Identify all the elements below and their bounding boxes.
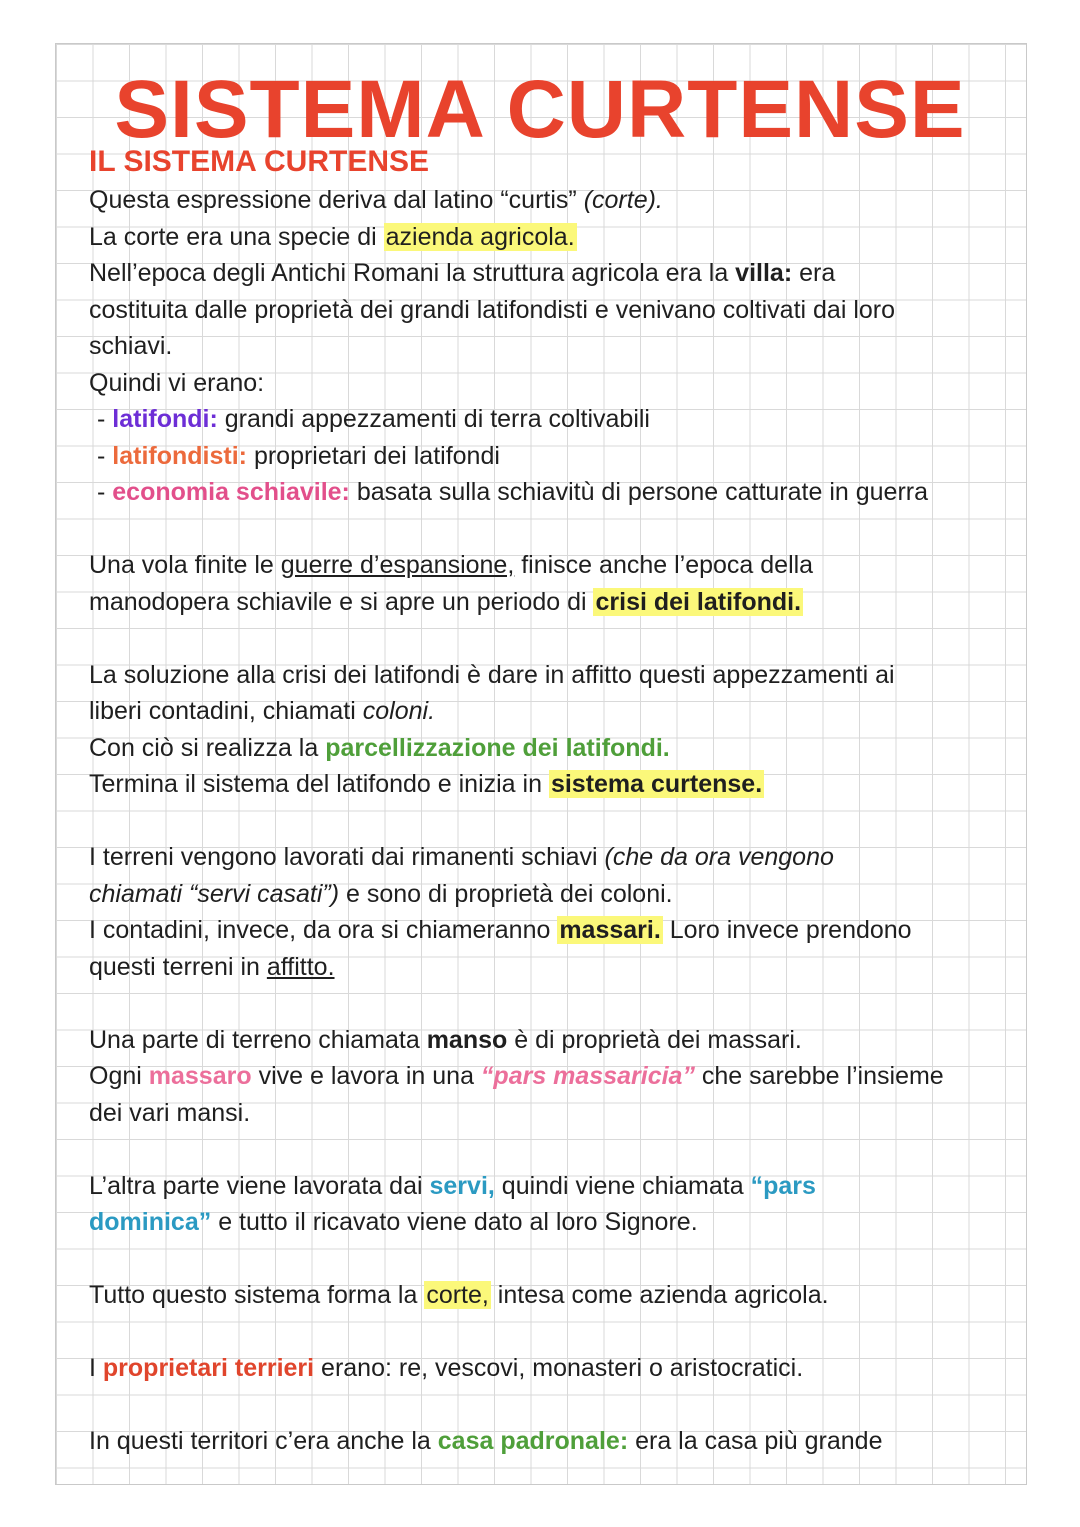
italic-span: (che da ora vengono: [604, 843, 834, 871]
text-span: I terreni vengono lavorati dai rimanenti schiavi: [89, 843, 605, 871]
text-line: schiavi.: [89, 332, 173, 360]
text-span: grandi appezzamenti di terra coltivabili: [217, 405, 650, 433]
text-span: Nell’epoca degli Antichi Romani la struttura agricola era la: [89, 259, 736, 287]
blue-term: “pars: [750, 1171, 816, 1200]
italic-span: (corte).: [583, 186, 663, 214]
text-line: La soluzione alla crisi dei latifondi è dare in affitto questi appezzamenti ai: [89, 660, 895, 689]
text-span: Una parte di terreno chiamata: [89, 1025, 427, 1054]
dash: -: [97, 441, 113, 470]
blue-term: servi,: [429, 1171, 495, 1200]
text-line: [89, 255, 999, 292]
text-span: La corte era una specie di: [89, 222, 384, 251]
text-span: I: [89, 1354, 103, 1382]
red-term: proprietari terrieri: [102, 1354, 315, 1382]
term-latifondisti: latifondisti:: [112, 441, 247, 470]
text-line: [89, 1058, 999, 1095]
text-line: [89, 1350, 999, 1387]
text-span: questi terreni in: [89, 952, 267, 981]
dash: -: [97, 405, 113, 433]
highlight-span: sistema curtense.: [550, 770, 763, 798]
text-span: basata sulla schiavitù di persone catturate in guerra: [349, 478, 929, 506]
bold-span: manso: [426, 1025, 508, 1054]
text-line: [89, 547, 999, 584]
text-line: [89, 912, 999, 949]
text-line: [89, 693, 999, 730]
highlight-span: corte,: [426, 1281, 489, 1309]
text-span: Tutto questo sistema forma la: [89, 1281, 425, 1309]
text-span: intesa come azienda agricola.: [490, 1281, 829, 1309]
term-economia-schiavile: economia schiavile:: [112, 478, 350, 506]
text-line: [89, 182, 999, 219]
highlight-span: massari.: [559, 916, 661, 944]
blue-term: dominica”: [89, 1208, 212, 1236]
text-line: [89, 839, 999, 876]
text-line: [89, 766, 999, 803]
text-span: finisce anche l’epoca della: [514, 551, 814, 579]
text-line: [89, 949, 999, 986]
pink-italic-term: “pars massaricia”: [480, 1062, 695, 1090]
text-span: Con ciò si realizza la: [89, 733, 326, 762]
green-term: casa padronale:: [437, 1427, 629, 1455]
text-span: che sarebbe l’insieme: [694, 1062, 944, 1090]
text-line: dei vari mansi.: [89, 1098, 251, 1127]
term-latifondi: latifondi:: [112, 405, 218, 433]
text-span: proprietari dei latifondi: [247, 441, 500, 470]
text-line: [89, 1168, 999, 1205]
text-span: In questi territori c’era anche la: [89, 1427, 438, 1455]
text-span: Loro invece prendono: [662, 916, 912, 944]
text-line: [89, 730, 999, 767]
text-span: Una vola finite le: [89, 551, 281, 579]
list-item: [89, 438, 999, 475]
text-span: Questa espressione deriva dal latino “curtis”: [89, 186, 584, 214]
text-span: manodopera schiavile e si apre un periodo di: [89, 587, 594, 616]
text-span: I contadini, invece, da ora si chiameranno: [89, 916, 558, 944]
text-span: L’altra parte viene lavorata dai: [89, 1171, 430, 1200]
underline-span: affitto.: [266, 952, 335, 981]
text-line: Quindi vi erano:: [89, 368, 265, 397]
italic-span: chiamati “servi casati”): [89, 879, 340, 908]
green-term: parcellizzazione dei latifondi.: [325, 733, 670, 762]
text-span: era: [792, 259, 836, 287]
italic-span: coloni.: [362, 697, 436, 725]
list-item: [89, 401, 999, 438]
text-span: è di proprietà dei massari.: [507, 1025, 802, 1054]
text-line: costituita dalle proprietà dei grandi latifondisti e venivano coltivati dai loro: [89, 295, 896, 324]
highlight-span: crisi dei latifondi.: [595, 587, 802, 616]
text-span: e tutto il ricavato viene dato al loro Signore.: [211, 1208, 698, 1236]
text-line: [89, 1277, 999, 1314]
text-line: [89, 1423, 999, 1460]
text-span: Ogni: [89, 1062, 149, 1090]
text-line: [89, 1204, 999, 1241]
text-span: era la casa più grande: [628, 1427, 883, 1455]
text-span: liberi contadini, chiamati: [89, 697, 363, 725]
page-title: SISTEMA CURTENSE: [114, 64, 966, 155]
text-span: vive e lavora in una: [251, 1062, 481, 1090]
section-heading: IL SISTEMA CURTENSE: [89, 145, 430, 178]
text-line: [89, 584, 999, 621]
text-span: Termina il sistema del latifondo e inizia in: [89, 770, 549, 798]
dash: -: [97, 478, 113, 506]
pink-term: massaro: [148, 1062, 252, 1090]
text-span: quindi viene chiamata: [494, 1171, 751, 1200]
bold-span: villa:: [735, 259, 793, 287]
highlight-span: azienda agricola.: [385, 222, 575, 251]
text-line: [89, 1022, 999, 1059]
text-line: [89, 219, 999, 256]
text-span: erano: re, vescovi, monasteri o aristocratici.: [314, 1354, 804, 1382]
text-span: e sono di proprietà dei coloni.: [339, 879, 673, 908]
list-item: [89, 474, 999, 511]
underline-span: guerre d’espansione,: [280, 551, 515, 579]
notes-body: [89, 142, 999, 1460]
text-line: [89, 876, 999, 913]
